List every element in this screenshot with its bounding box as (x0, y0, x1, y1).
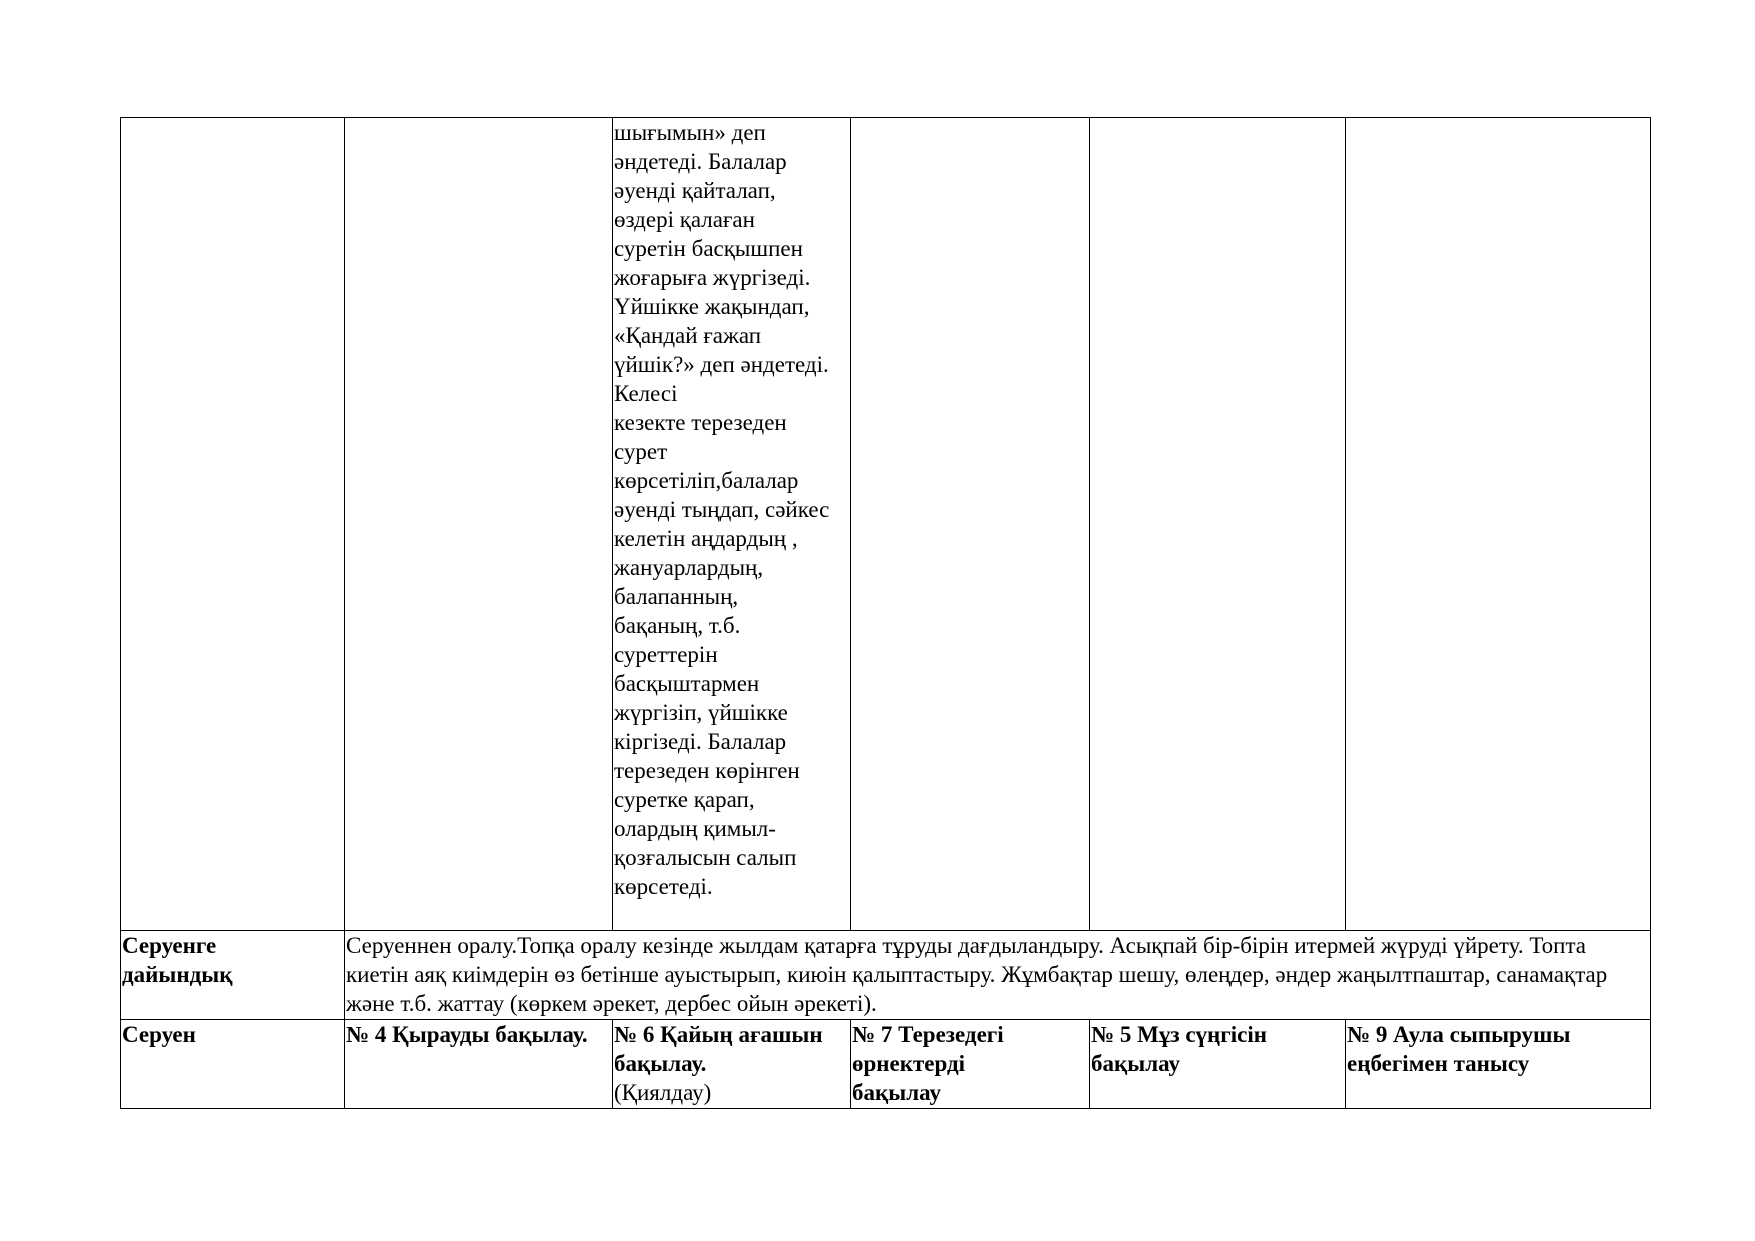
activity-description-cell: шығымын» деп әндетеді. Балалар әуенді қайталап, өздері қалаған суретін басқышпен жоғарыға жүргізеді. Үйшікке жақындап, «Қандай ғажап үйшік?» деп әндетеді. Келесі кезекте терезеден сурет көрсетіліп,балалар әуенді тыңдап, сәйкес келетін аңдардың , жануарлардың, балапанның, бақаның, т.б. суреттерін басқыштармен жүргізіп, үйшікке кіргізеді. Балалар терезеден көрінген суретке қарап, олардың қимыл- қозғалысын салып көрсетеді. (613, 118, 851, 931)
table-row (121, 1020, 1651, 1109)
walk-cell-2-title: № 6 Қайың ағашын бақылау. (614, 1022, 823, 1076)
walk-cell-5: № 9 Аула сыпырушы еңбегімен танысу (1346, 1020, 1651, 1109)
table-row (121, 118, 1651, 931)
table-cell (851, 118, 1090, 931)
table-cell (1346, 118, 1651, 931)
row-label-walk: Серуен (121, 1020, 345, 1109)
walk-cell-1: № 4 Қырауды бақылау. (345, 1020, 613, 1109)
table-cell (345, 118, 613, 931)
walk-preparation-text: Серуеннен оралу.Топқа оралу кезінде жылдам қатарға тұруды дағдыландыру. Асықпай бір-бірін итермей жүруді үйрету. Топта киетін аяқ киімдерін өз бетінше ауыстырып, киюін қалыптастыру. Жұмбақтар шешу, өлеңдер, әндер жаңылтпаштар, санамақтар және т.б. жаттау (көркем әрекет, дербес ойын әрекеті). (345, 931, 1651, 1020)
walk-cell-3: № 7 Терезедегі өрнектерді бақылау (851, 1020, 1090, 1109)
table-cell (121, 118, 345, 931)
table-cell (1090, 118, 1346, 931)
walk-cell-2-note: (Қиялдау) (614, 1080, 712, 1105)
row-label-walk-preparation: Серуенге дайындық (121, 931, 345, 1020)
walk-cell-4: № 5 Мұз сүңгісін бақылау (1090, 1020, 1346, 1109)
walk-cell-2 (613, 1020, 851, 1109)
plan-table (120, 117, 1651, 1109)
table-row (121, 931, 1651, 1020)
